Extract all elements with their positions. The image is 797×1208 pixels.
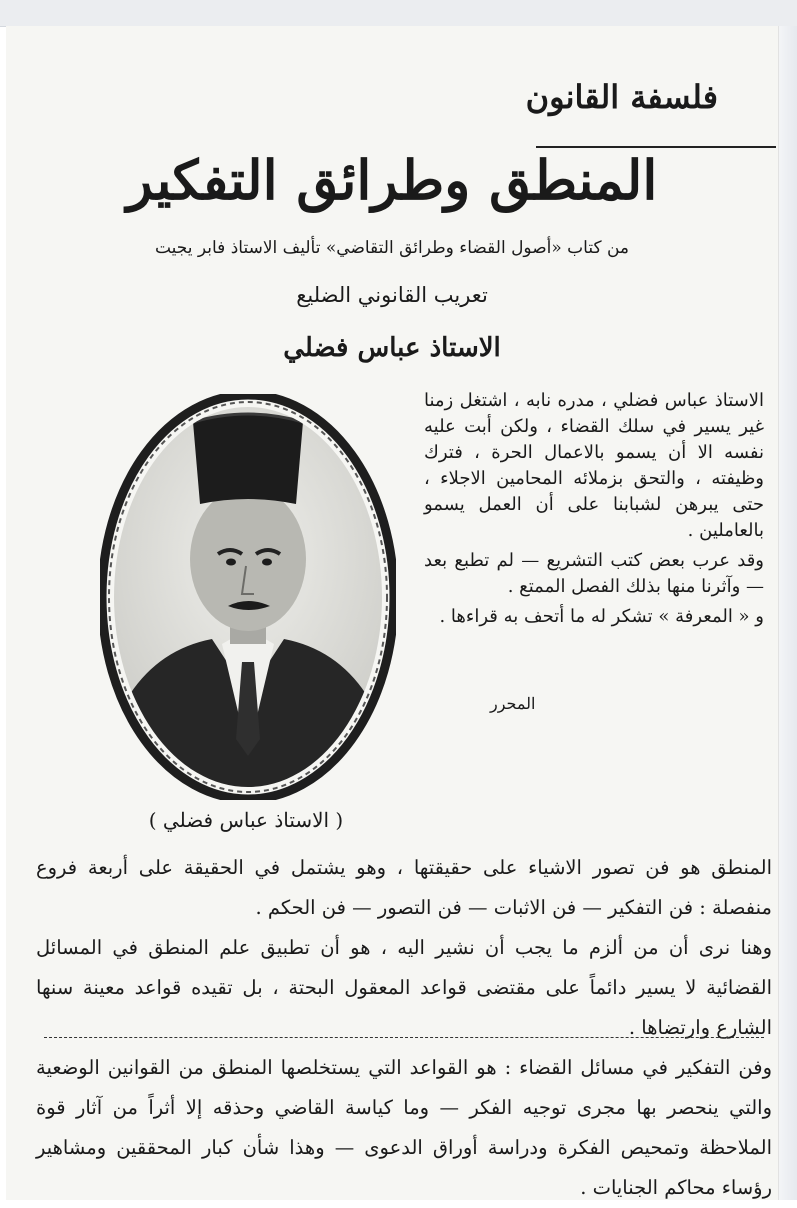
viewer-scroll-edge[interactable] <box>778 26 797 1200</box>
translation-line: تعريب القانوني الضليع <box>296 283 488 307</box>
viewer-toolbar <box>0 0 797 27</box>
source-line: من كتاب «أصول القضاء وطرائق التقاضي» تأليف الاستاذ فابر يجيت <box>154 238 630 258</box>
body-paragraph: المنطق هو فن تصور الاشياء على حقيقتها ، وهو يشتمل في الحقيقة على أربعة فروع منفصلة : فن التفكير — فن الاثبات — فن التصور — فن الحكم . <box>36 856 772 919</box>
bio-paragraph: الاستاذ عباس فضلي ، مدره نابه ، اشتغل زمنا غير يسير في سلك القضاء ، ولكن أبت عليه نفسه الا أن يسمو بالاعمال الحرة ، فترك وظيفته ، والتحق بزملائه المحامين الاجلاء ، حتى يبرهن لشبابنا على أن العمل يسمو بالعاملين . <box>424 390 764 541</box>
bio-paragraph: وقد عرب بعض كتب التشريع — لم تطبع بعد — وآثرنا منها بذلك الفصل الممتع . <box>424 550 764 597</box>
author-portrait <box>100 394 396 800</box>
section-title: فلسفة القانون <box>525 78 718 116</box>
editor-signature: المحرر <box>490 694 536 713</box>
author-bio <box>424 388 764 634</box>
body-paragraph: وفن التفكير في مسائل القضاء : هو القواعد التي يستخلصها المنطق من القوانين الوضعية والتي ينحصر بها مجرى توجيه الفكر — وما كياسة القاضي وحذقه إلا أثراً من آثار قوة الملاحظة وتمحيص الفكرة ودراسة أوراق الدعوى — وهذا شأن كبار المحققين ومشاهير رؤساء محاكم الجنايات . <box>36 1056 772 1199</box>
article-body <box>36 848 772 1208</box>
portrait-illustration <box>100 394 396 800</box>
bio-paragraph: و « المعرفة » تشكر له ما أتحف به قراءها . <box>439 606 764 627</box>
portrait-caption: ( الاستاذ عباس فضلي ) <box>148 808 344 832</box>
author-line: الاستاذ عباس فضلي <box>283 333 501 363</box>
scanned-page <box>6 26 778 1200</box>
emphasis-underline <box>44 1037 764 1038</box>
article-title: المنطق وطرائق التفكير <box>126 148 658 212</box>
body-paragraph: وهنا نرى أن من ألزم ما يجب أن نشير اليه ، هو أن تطبيق علم المنطق في المسائل القضائية لا يسير دائماً على مقتضى قواعد المعقول البحتة ، بل تقيده قواعد معينة سنها الشارع وارتضاها . <box>36 936 772 1039</box>
